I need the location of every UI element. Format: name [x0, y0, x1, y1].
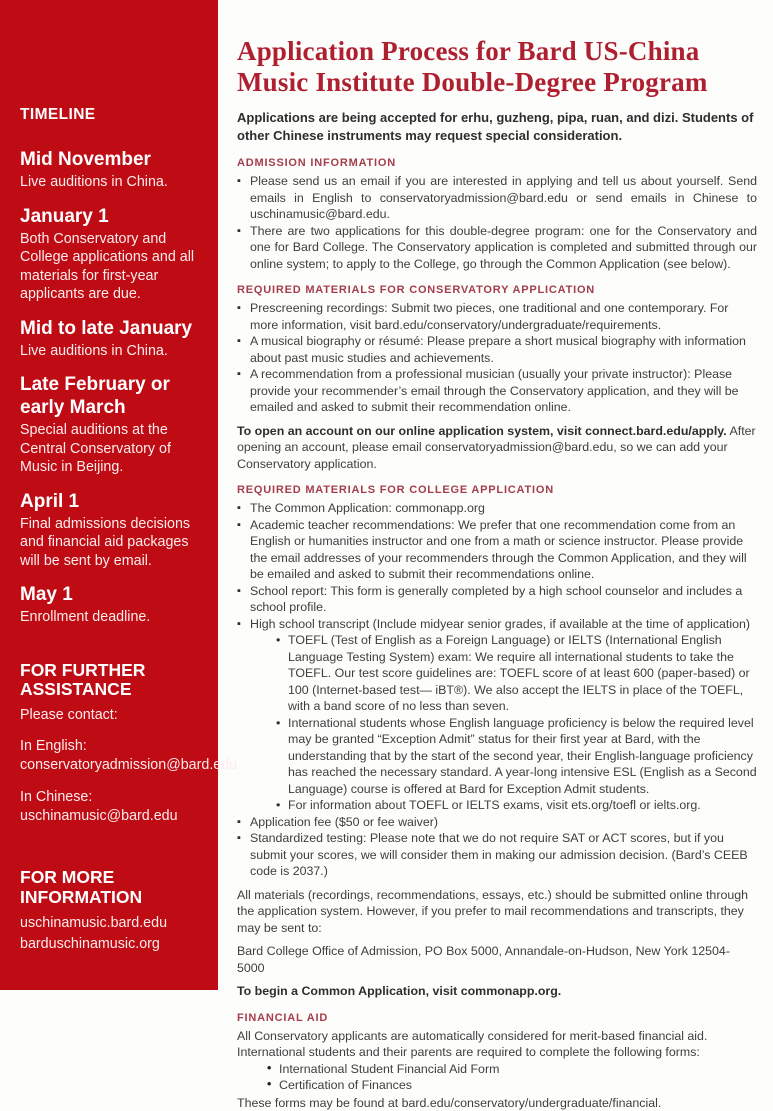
timeline-sidebar	[0, 0, 218, 990]
bullet-text: There are two applications for this double-degree program: one for the Conservatory and one for Bard College. The Conservatory application is completed and submitted through our online system; to apply to the College, go through the Common Application (see below).	[250, 224, 757, 271]
event-desc: Both Conservatory and College applications and all materials for first-year applicants are due.	[20, 230, 202, 304]
sub-list-item	[276, 715, 757, 798]
bullet-text: Please send us an email if you are interested in applying and tell us about yourself. Send emails in English to conservatoryadmission@bard.edu or send emails in Chinese to uschinamusic@bard.edu.	[250, 174, 757, 221]
transcript-sublist	[250, 632, 757, 814]
more-info-links	[20, 913, 202, 955]
intro-paragraph: Applications are being accepted for erhu, guzheng, pipa, ruan, and dizi. Students of other Chinese instruments may request special consideration.	[237, 109, 757, 145]
list-item	[237, 300, 757, 333]
list-item	[237, 173, 757, 223]
event-desc: Enrollment deadline.	[20, 608, 202, 627]
bullet-text: Standardized testing: Please note that we do not require SAT or ACT scores, but if you submit your scores, we will consider them in making our admission decision. (Bard’s CEEB code is 2037.)	[250, 831, 748, 878]
page-title	[237, 36, 757, 98]
page-title-line2: Music Institute Double-Degree Program	[237, 67, 708, 97]
list-item	[267, 1061, 757, 1078]
info-link: barduschinamusic.org	[20, 934, 202, 955]
timeline-title: TIMELINE	[20, 106, 202, 124]
event-date: Late February or early March	[20, 373, 202, 419]
list-item	[237, 223, 757, 273]
contact-label: Please contact:	[20, 706, 202, 725]
contact-chinese	[20, 788, 202, 826]
list-item	[237, 333, 757, 366]
bullet-text: TOEFL (Test of English as a Foreign Language) or IELTS (International English Language Testing System) exam: We require all international students to take the TOEFL. Our test score guidelines are: TOEFL score of at least 600 (paper-based) or 100 (Internet-based test— iBT®). We also accept the IELTS in place of the TOEFL, with a band score of no less than seven.	[288, 633, 750, 713]
mail-address: Bard College Office of Admission, PO Box 5000, Annandale-on-Hudson, New York 12504-5000	[237, 943, 757, 976]
info-link: uschinamusic.bard.edu	[20, 913, 202, 934]
assistance-title: FOR FURTHER ASSISTANCE	[20, 661, 202, 700]
timeline-event	[20, 148, 202, 192]
bullet-text: A musical biography or résumé: Please prepare a short musical biography with information about past music studies and achievements.	[250, 334, 746, 365]
contact-language-label: In Chinese:	[20, 788, 202, 807]
bullet-text: Prescreening recordings: Submit two pieces, one traditional and one contemporary. For more information, visit bard.edu/conservatory/undergraduate/requirements.	[250, 301, 728, 332]
bullet-text: International Student Financial Aid Form	[279, 1062, 499, 1076]
admission-list	[237, 173, 757, 272]
conservatory-list	[237, 300, 757, 416]
materials-note: All materials (recordings, recommendations, essays, etc.) should be submitted online through the application system. However, if you prefer to mail recommendations and transcripts, they may be sent to:	[237, 887, 757, 937]
timeline-event	[20, 490, 202, 571]
contact-email: conservatoryadmission@bard.edu	[20, 756, 202, 775]
main-content	[237, 0, 757, 1111]
bullet-text: For information about TOEFL or IELTS exams, visit ets.org/toefl or ielts.org.	[288, 798, 701, 812]
college-list	[237, 500, 757, 880]
event-desc: Special auditions at the Central Conservatory of Music in Beijing.	[20, 421, 202, 477]
section-heading-college: REQUIRED MATERIALS FOR COLLEGE APPLICATION	[237, 483, 757, 497]
list-item	[237, 583, 757, 616]
event-desc: Live auditions in China.	[20, 342, 202, 361]
page-title-line1: Application Process for Bard US-China	[237, 36, 699, 66]
timeline-event	[20, 373, 202, 477]
more-info-title: FOR MORE INFORMATION	[20, 868, 202, 907]
event-date: Mid to late January	[20, 317, 202, 340]
open-account-paragraph	[237, 423, 757, 473]
section-heading-conservatory: REQUIRED MATERIALS FOR CONSERVATORY APPLICATION	[237, 283, 757, 297]
financial-intro: All Conservatory applicants are automatically considered for merit-based financial aid. International students and their parents are required to complete the following forms:	[237, 1028, 757, 1061]
sub-list-item	[276, 632, 757, 715]
event-desc: Final admissions decisions and financial aid packages will be sent by email.	[20, 515, 202, 571]
list-item	[237, 517, 757, 583]
list-item	[267, 1077, 757, 1094]
event-date: April 1	[20, 490, 202, 513]
open-account-rest: After opening an account, please email conservatoryadmission@bard.edu, so we can add your Conservatory application.	[237, 424, 756, 471]
contact-language-label: In English:	[20, 737, 202, 756]
timeline-event	[20, 583, 202, 627]
list-item	[237, 366, 757, 416]
section-heading-admission: ADMISSION INFORMATION	[237, 156, 757, 170]
bullet-text: High school transcript (Include midyear senior grades, if available at the time of application)	[250, 617, 750, 631]
list-item	[237, 500, 757, 517]
event-desc: Live auditions in China.	[20, 173, 202, 192]
financial-closing: These forms may be found at bard.edu/conservatory/undergraduate/financial.	[237, 1095, 757, 1111]
event-date: Mid November	[20, 148, 202, 171]
timeline-event	[20, 317, 202, 361]
open-account-bold: To open an account on our online application system, visit connect.bard.edu/apply.	[237, 424, 727, 438]
list-item	[237, 814, 757, 831]
bullet-text: The Common Application: commonapp.org	[250, 501, 485, 515]
timeline-event	[20, 205, 202, 304]
common-app-note: To begin a Common Application, visit commonapp.org.	[237, 983, 757, 1000]
bullet-text: International students whose English language proficiency is below the required level may be granted “Exception Admit” status for their first year at Bard, with the understanding that by the start of the second year, their English-language proficiency has reached the necessary standard. A year-long intensive ESL (English as a Second Language) course is offered at Bard for Exception Admit students.	[288, 716, 757, 796]
event-date: January 1	[20, 205, 202, 228]
bullet-text: School report: This form is generally completed by a high school counselor and includes a school profile.	[250, 584, 742, 615]
sub-list-item	[276, 797, 757, 814]
bullet-text: Certification of Finances	[279, 1078, 412, 1092]
bullet-text: Academic teacher recommendations: We prefer that one recommendation come from an English or humanities instructor and one from a math or science instructor. Please provide the email addresses of your recommenders through the Common Application, and they will be emailed and asked to submit their recommendations online.	[250, 518, 747, 582]
section-heading-financial: FINANCIAL AID	[237, 1011, 757, 1025]
bullet-text: A recommendation from a professional musician (usually your private instructor): Please provide your recommender’s email through the Conservatory application, and they will be emailed and asked to submit their recommendation online.	[250, 367, 739, 414]
event-date: May 1	[20, 583, 202, 606]
contact-email: uschinamusic@bard.edu	[20, 807, 202, 826]
bullet-text: Application fee ($50 or fee waiver)	[250, 815, 438, 829]
list-item	[237, 616, 757, 814]
contact-english	[20, 737, 202, 775]
financial-forms-list	[237, 1061, 757, 1094]
list-item	[237, 830, 757, 880]
